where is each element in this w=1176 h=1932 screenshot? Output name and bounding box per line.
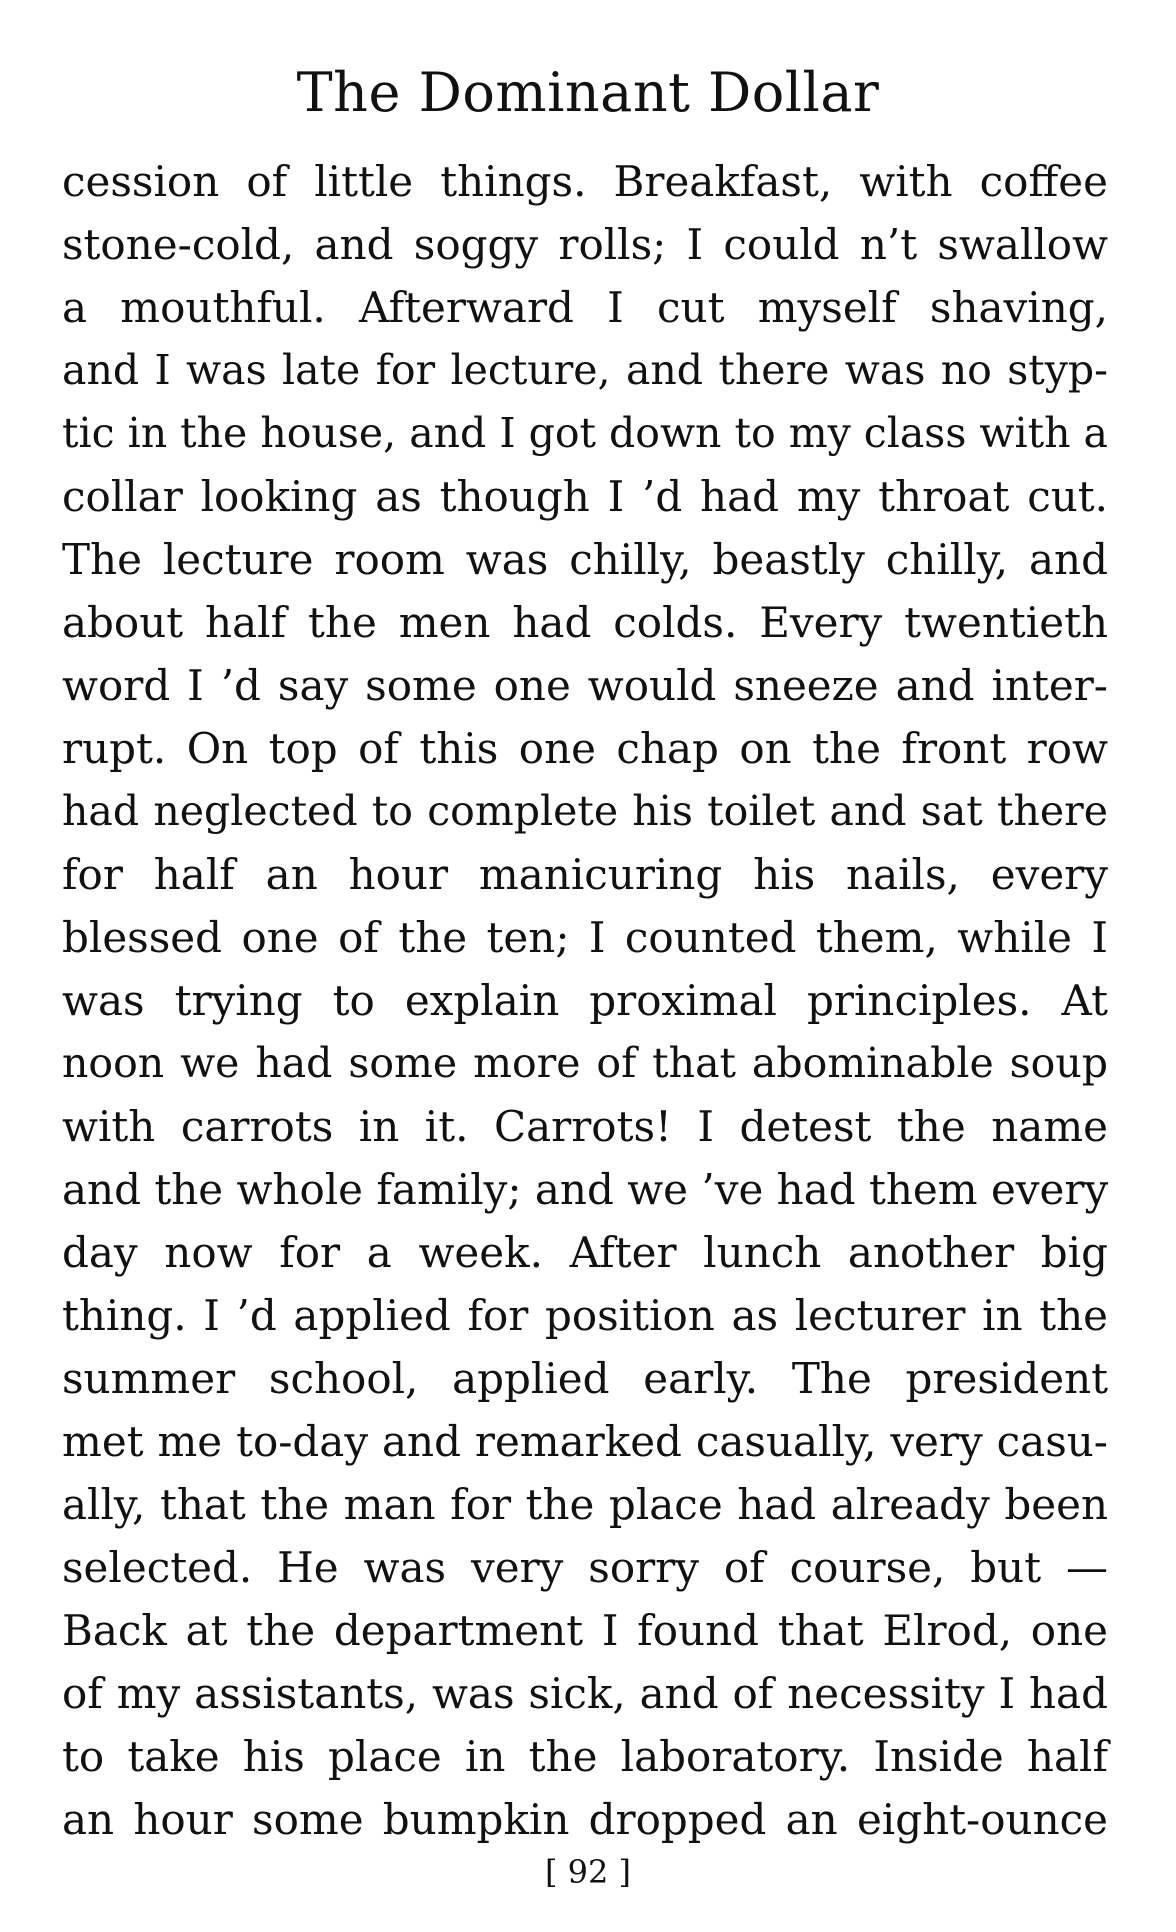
text-line: ally, that the man for the place had already been (62, 1480, 1108, 1529)
text-line: an hour some bumpkin dropped an eight-ounce (62, 1795, 1108, 1844)
text-line: tic in the house, and I got down to my class with a (62, 409, 1108, 457)
text-line: collar looking as though I ’d had my throat cut. (62, 472, 1108, 521)
text-line: Back at the department I found that Elrod, one (62, 1606, 1108, 1655)
text-line: rupt. On top of this one chap on the front row (62, 724, 1108, 773)
text-line: stone-cold, and soggy rolls; I could n’t swallow (62, 220, 1108, 269)
text-line: had neglected to complete his toilet and sat there (62, 787, 1108, 835)
text-line: for half an hour manicuring his nails, every (62, 850, 1108, 899)
text-line: summer school, applied early. The president (62, 1354, 1108, 1403)
text-line: about half the men had colds. Every twentieth (62, 598, 1108, 647)
page-number: [ 92 ] (544, 1853, 632, 1891)
text-line: to take his place in the laboratory. Inside half (62, 1732, 1108, 1781)
text-line: was trying to explain proximal principles. At (62, 976, 1108, 1025)
text-line: with carrots in it. Carrots! I detest the name (62, 1102, 1108, 1151)
text-line: word I ’d say some one would sneeze and inter- (62, 661, 1108, 710)
text-line: cession of little things. Breakfast, with coffee (62, 157, 1108, 206)
text-line: and I was late for lecture, and there was no styp- (62, 346, 1108, 394)
text-line: a mouthful. Afterward I cut myself shaving, (62, 283, 1108, 332)
text-line: blessed one of the ten; I counted them, while I (62, 913, 1108, 962)
text-line: selected. He was very sorry of course, but — (62, 1543, 1108, 1592)
text-line: of my assistants, was sick, and of necessity I had (62, 1669, 1108, 1718)
text-line: and the whole family; and we ’ve had them every (62, 1165, 1109, 1214)
text-line: noon we had some more of that abominable soup (62, 1039, 1108, 1087)
text-line: The lecture room was chilly, beastly chilly, and (62, 535, 1108, 584)
text-line: thing. I ’d applied for position as lecturer in the (62, 1291, 1108, 1340)
text-line: day now for a week. After lunch another big (62, 1228, 1108, 1277)
running-head: The Dominant Dollar (296, 61, 880, 124)
body-text (62, 150, 1108, 1851)
text-line: met me to-day and remarked casually, very casu- (62, 1417, 1108, 1466)
